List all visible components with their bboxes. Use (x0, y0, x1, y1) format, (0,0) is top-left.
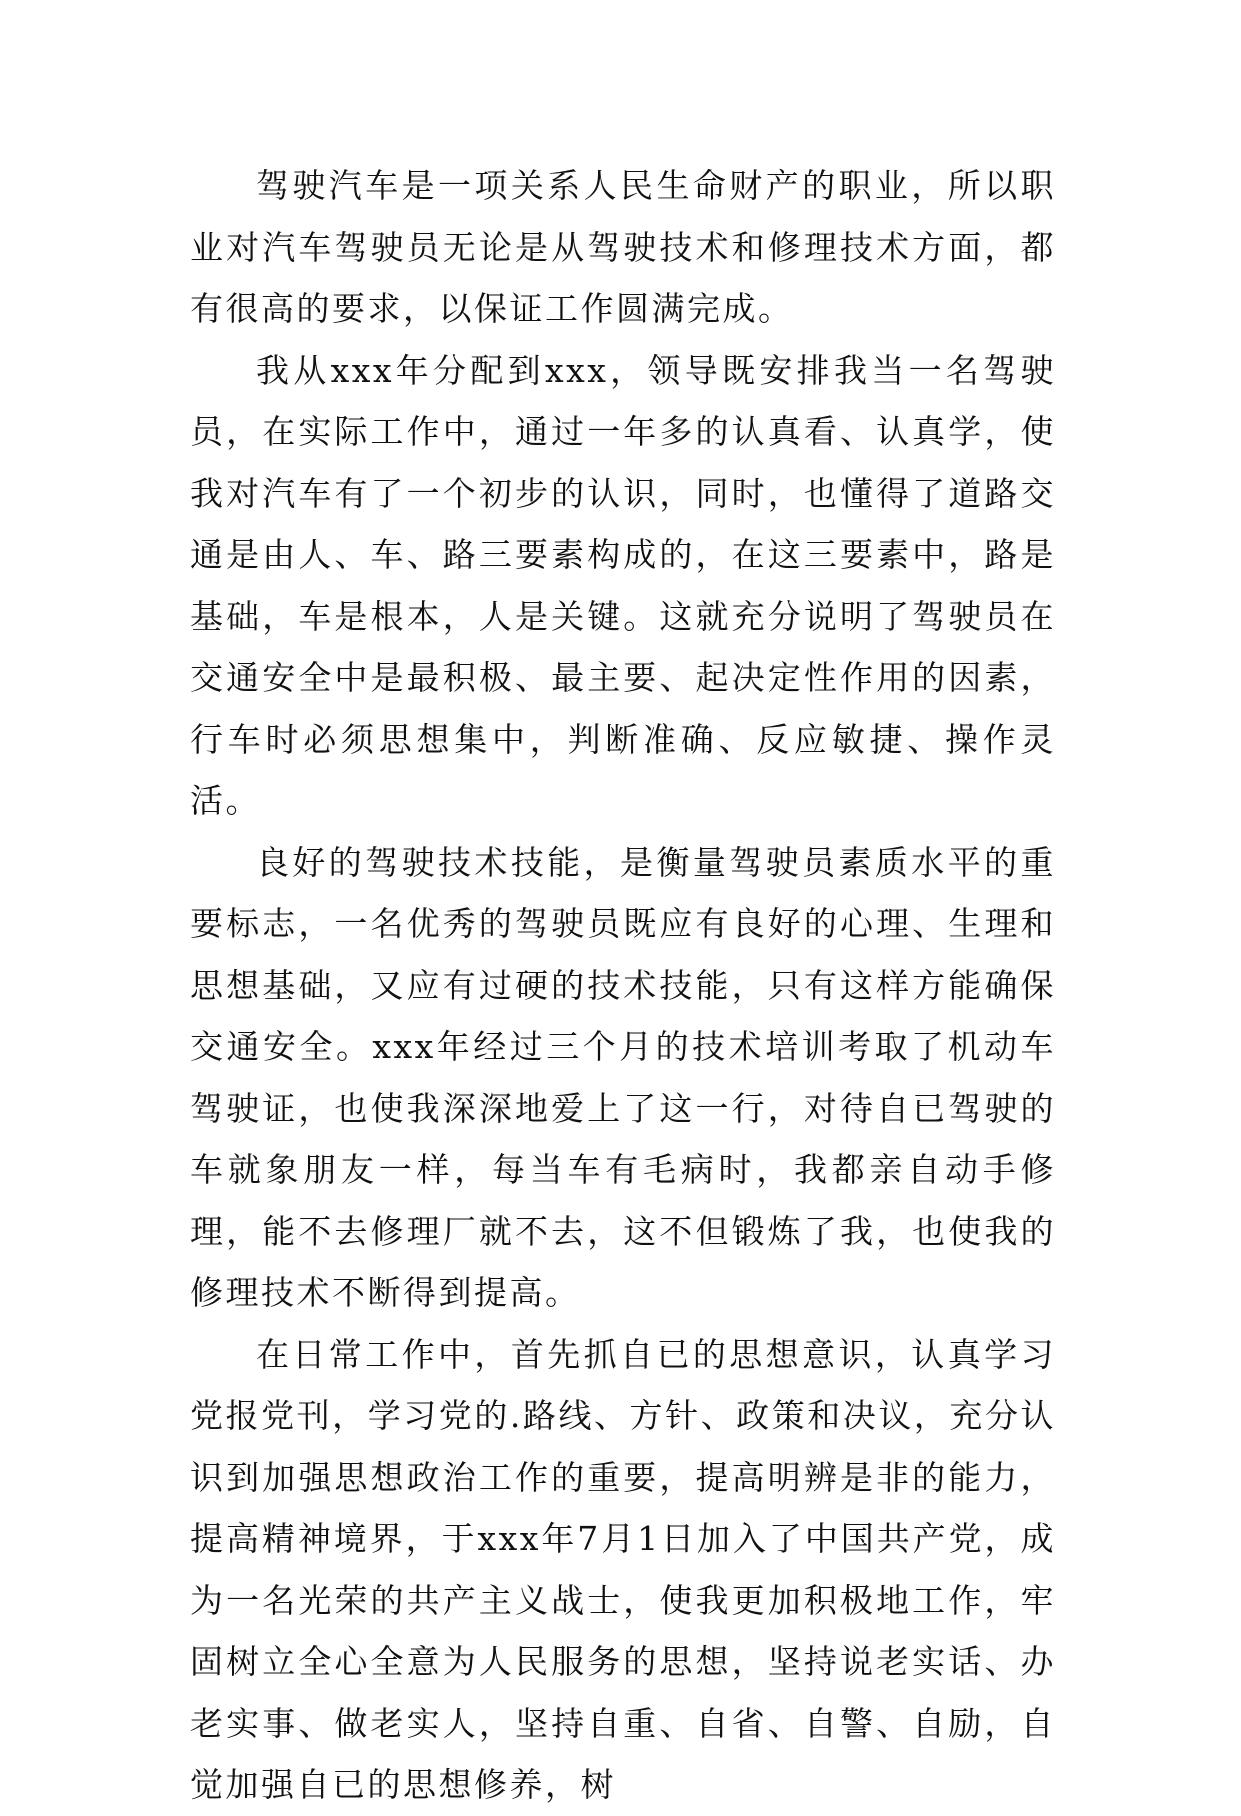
paragraph-4: 在日常工作中，首先抓自已的思想意识，认真学习党报党刊，学习党的.路线、方针、政策和决议，充分认识到加强思想政治工作的重要，提高明辨是非的能力，提高精神境界，于xxx年7月1日加入了中国共产党，成为一名光荣的共产主义战士，使我更加积极地工作，牢固树立全心全意为人民服务的思想，坚持说老实话、办老实事、做老实人，坚持自重、自省、自警、自励，自觉加强自已的思想修养，树 (190, 1334, 1056, 1804)
paragraph-3: 良好的驾驶技术技能，是衡量驾驶员素质水平的重要标志，一名优秀的驾驶员既应有良好的心理、生理和思想基础，又应有过硬的技术技能，只有这样方能确保交通安全。xxx年经过三个月的技术培训考取了机动车驾驶证，也使我深深地爱上了这一行，对待自已驾驶的车就象朋友一样，每当车有毛病时，我都亲自动手修理，能不去修理厂就不去，这不但锻炼了我，也使我的修理技术不断得到提高。 (190, 842, 1056, 1312)
document-body (190, 155, 1056, 1816)
paragraph-1: 驾驶汽车是一项关系人民生命财产的职业，所以职业对汽车驾驶员无论是从驾驶技术和修理技术方面，都有很高的要求，以保证工作圆满完成。 (190, 166, 1056, 328)
paragraph-2: 我从xxx年分配到xxx，领导既安排我当一名驾驶员，在实际工作中，通过一年多的认真看、认真学，使我对汽车有了一个初步的认识，同时，也懂得了道路交通是由人、车、路三要素构成的，在这三要素中，路是基础，车是根本，人是关键。这就充分说明了驾驶员在交通安全中是最积极、最主要、起决定性作用的因素，行车时必须思想集中，判断准确、反应敏捷、操作灵活。 (190, 350, 1056, 820)
